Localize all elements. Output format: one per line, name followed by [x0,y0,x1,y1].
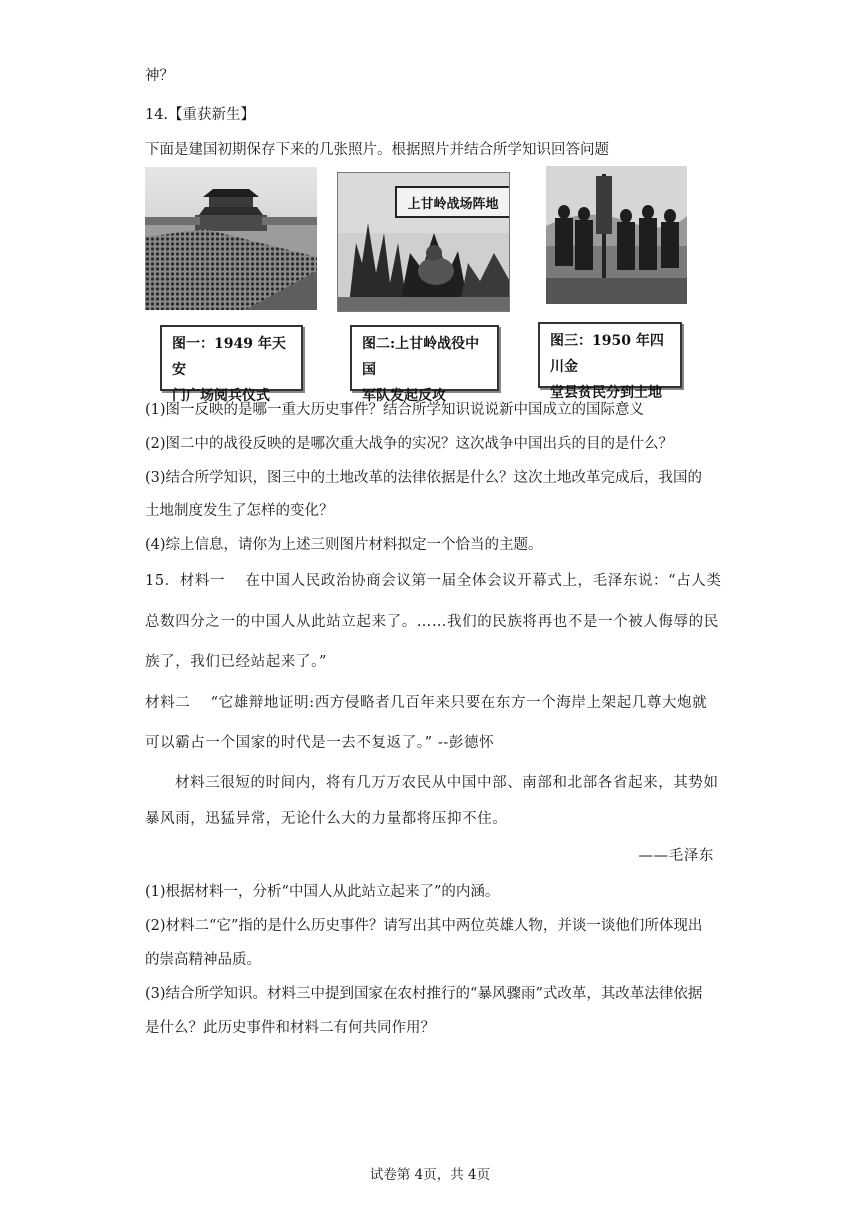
question-14-3: (3)结合所学知识，图三中的土地改革的法律依据是什么？这次土地改革完成后，我国的 [145,470,703,486]
question-14-3-cont: 土地制度发生了怎样的变化？ [145,503,334,519]
material-3-attribution: ——毛泽东 [638,848,714,864]
page-footer: 试卷第 4页，共 4页 [369,1167,491,1183]
question-15-3: (3)结合所学知识。材料三中提到国家在农村推行的“暴风骤雨”式改革，其改革法律依据 [145,986,703,1002]
material-2-cont: 可以霸占一个国家的时代是一去不复返了。” --彭德怀 [145,735,495,751]
caption-line: 军队发起反攻 [362,388,446,404]
photo-shangganling [337,172,510,312]
question-14-intro: 下面是建国初期保存下来的几张照片。根据照片并结合所学知识回答问题 [145,142,609,158]
caption-line: 图一：1949 年天安 [172,336,286,378]
material-3: 材料三很短的时间内，将有几万万农民从中国中部、南部和北部各省起来，其势如 [175,775,719,791]
text-line: 神？ [145,68,174,84]
question-15-3-cont: 是什么？此历史事件和材料二有何共同作用？ [145,1020,435,1036]
question-14-heading: 14.【重获新生】 [145,107,256,123]
caption-figure-2 [350,325,499,404]
question-15-material-1: 15．材料一 在中国人民政治协商会议第一届全体会议开幕式上，毛泽东说：“占人类 [145,573,722,589]
material-1-cont-2: 族了，我们已经站起来了。” [145,654,327,670]
caption-line: 堂县贫民分到土地 [550,385,662,401]
caption-line: 门广场阅兵仪式 [172,388,270,404]
material-1-cont: 总数四分之一的中国人从此站立起来了。……我们的民族将再也不是一个被人侮辱的民 [145,614,719,630]
question-15-2-cont: 的崇高精神品质。 [145,952,261,968]
photo-tiananmen-parade [145,167,317,310]
caption-figure-3 [538,322,682,401]
material-2: 材料二 “它雄辩地证明:西方侵略者几百年来只要在东方一个海岸上架起几尊大炮就 [145,695,708,711]
question-14-4: (4)综上信息，请你为上述三则图片材料拟定一个恰当的主题。 [145,537,543,553]
question-15-1: (1)根据材料一，分析“中国人从此站立起来了”的内涵。 [145,884,500,900]
question-14-1: (1)图一反映的是哪一重大历史事件？结合所学知识说说新中国成立的国际意义 [145,402,645,418]
question-14-2: (2)图二中的战役反映的是哪次重大战争的实况？这次战争中国出兵的目的是什么？ [145,436,674,452]
question-15-2: (2)材料二“它”指的是什么历史事件？请写出其中两位英雄人物，并谈一谈他们所体现出 [145,918,703,934]
material-3-cont: 暴风雨，迅猛异常，无论什么大的力量都将压抑不住。 [145,811,508,827]
caption-line: 图二:上甘岭战役中国 [362,336,480,378]
photo-banner-text: 上甘岭战场阵地 [407,197,499,212]
photo-land-reform [546,166,687,304]
caption-figure-1 [160,325,303,404]
caption-line: 图三：1950 年四川金 [550,333,664,375]
